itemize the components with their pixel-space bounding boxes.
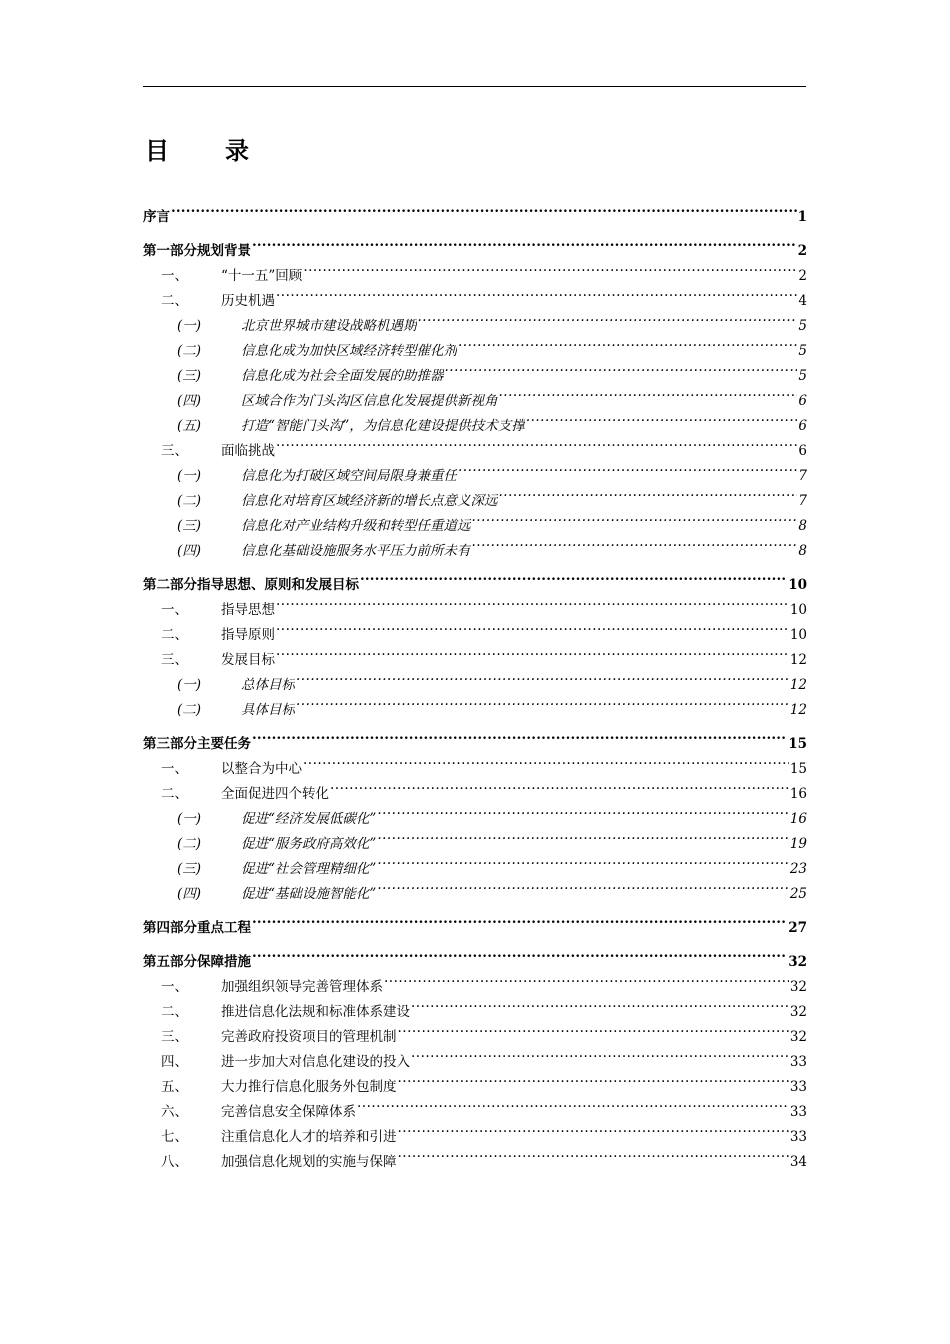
- toc-dot-leader: [472, 530, 798, 555]
- toc-entry-number: 四、: [161, 1054, 188, 1070]
- toc-page-number: 16: [789, 786, 807, 802]
- toc-dot-leader: [330, 773, 789, 798]
- toc-subsection-entry[interactable]: [143, 480, 807, 509]
- toc-page-number: 2: [798, 268, 807, 284]
- toc-entry-label: 促进“社会管理精细化”: [241, 861, 377, 877]
- toc-entry-number: 三、: [161, 443, 188, 459]
- toc-entry-number: (二): [177, 343, 202, 359]
- toc-entry-number: (一): [177, 811, 202, 827]
- toc-page-number: 8: [798, 518, 807, 534]
- toc-dot-leader: [377, 798, 789, 823]
- toc-page-number: 34: [789, 1154, 807, 1170]
- toc-entry-label: 北京世界城市建设战略机遇期: [241, 318, 417, 334]
- toc-dot-leader: [276, 430, 797, 455]
- toc-title: 目 录: [145, 136, 265, 165]
- toc-page-number: 12: [789, 702, 807, 718]
- toc-entry-number: 一、: [161, 268, 188, 284]
- toc-page-number: 5: [798, 318, 807, 334]
- toc-page-number: 10: [789, 602, 807, 618]
- toc-subsection-entry[interactable]: [143, 505, 807, 534]
- toc-dot-leader: [418, 305, 798, 330]
- toc-dot-leader: [276, 280, 797, 305]
- toc-dot-leader: [296, 664, 789, 689]
- toc-entry-label: 总体目标: [241, 677, 295, 693]
- toc-dot-leader: [276, 589, 789, 614]
- toc-subsection-entry[interactable]: [143, 689, 807, 718]
- toc-subsection-entry[interactable]: [143, 848, 807, 877]
- toc-subsection-entry[interactable]: [143, 380, 807, 409]
- toc-page-number: 4: [798, 293, 807, 309]
- toc-entry-label: 注重信息化人才的培养和引进: [221, 1129, 397, 1145]
- toc-dot-leader: [377, 848, 789, 873]
- toc-entry-number: 六、: [161, 1104, 188, 1120]
- toc-section-entry[interactable]: [143, 1016, 807, 1045]
- toc-entry-number: (四): [177, 393, 202, 409]
- toc-subsection-entry[interactable]: [143, 873, 807, 902]
- toc-dot-leader: [458, 455, 797, 480]
- toc-entry-number: 二、: [161, 627, 188, 643]
- toc-entry-label: 促进“基础设施智能化”: [241, 886, 377, 902]
- toc-entry-label: 第四部分重点工程: [143, 920, 251, 936]
- toc-section-entry[interactable]: [143, 773, 807, 802]
- toc-entry-label: 完善信息安全保障体系: [221, 1104, 356, 1120]
- toc-page-number: 12: [789, 652, 807, 668]
- toc-section-entry[interactable]: [143, 430, 807, 459]
- toc-entry-number: (四): [177, 543, 202, 559]
- toc-section-entry[interactable]: [143, 255, 807, 284]
- toc-entry-number: (三): [177, 368, 202, 384]
- toc-part-entry[interactable]: [143, 941, 807, 970]
- toc-page-number: 8: [798, 543, 807, 559]
- toc-subsection-entry[interactable]: [143, 455, 807, 484]
- toc-dot-leader: [398, 1141, 789, 1166]
- toc-entry-number: (二): [177, 702, 202, 718]
- toc-entry-number: (二): [177, 836, 202, 852]
- toc-page-number: 15: [788, 736, 807, 752]
- toc-part-entry[interactable]: [143, 196, 807, 225]
- toc-entry-number: 三、: [161, 1029, 188, 1045]
- toc-section-entry[interactable]: [143, 614, 807, 643]
- toc-page-number: 33: [789, 1129, 807, 1145]
- toc-entry-label: 信息化成为社会全面发展的助推器: [241, 368, 444, 384]
- toc-page-number: 32: [788, 954, 807, 970]
- toc-entry-label: 发展目标: [221, 652, 275, 668]
- toc-page-number: 2: [797, 243, 807, 259]
- toc-entry-label: 促进“服务政府高效化”: [241, 836, 377, 852]
- toc-entry-label: 区域合作为门头沟区信息化发展提供新视角: [241, 393, 498, 409]
- toc-entry-label: 进一步加大对信息化建设的投入: [221, 1054, 410, 1070]
- toc-entry-label: 加强组织领导完善管理体系: [221, 979, 383, 995]
- toc-dot-leader: [499, 480, 798, 505]
- toc-subsection-entry[interactable]: [143, 305, 807, 334]
- toc-subsection-entry[interactable]: [143, 664, 807, 693]
- toc-part-entry[interactable]: [143, 907, 807, 936]
- toc-entry-number: (五): [177, 418, 202, 434]
- toc-section-entry[interactable]: [143, 991, 807, 1020]
- header-rule: [143, 86, 806, 87]
- toc-entry-number: 一、: [161, 602, 188, 618]
- toc-entry-number: (一): [177, 318, 202, 334]
- toc-dot-leader: [472, 505, 798, 530]
- toc-entry-number: 三、: [161, 652, 188, 668]
- toc-entry-label: 打造“智能门头沟”，为信息化建设提供技术支撑: [241, 418, 525, 434]
- toc-dot-leader: [384, 966, 789, 991]
- toc-dot-leader: [398, 1116, 789, 1141]
- toc-dot-leader: [499, 380, 798, 405]
- toc-section-entry[interactable]: [143, 1141, 807, 1170]
- toc-entry-label: 信息化为打破区域空间局限身兼重任: [241, 468, 457, 484]
- toc-entry-label: 信息化成为加快区域经济转型催化剂: [241, 343, 457, 359]
- toc-part-entry[interactable]: [143, 564, 807, 593]
- toc-page-number: 10: [788, 577, 807, 593]
- toc-entry-label: 信息化对产业结构升级和转型任重道远: [241, 518, 471, 534]
- toc-section-entry[interactable]: [143, 1041, 807, 1070]
- toc-entry-number: 二、: [161, 293, 188, 309]
- toc-entry-number: (一): [177, 677, 202, 693]
- toc-page-number: 6: [798, 418, 807, 434]
- toc-part-entry[interactable]: [143, 723, 807, 752]
- toc-section-entry[interactable]: [143, 1066, 807, 1095]
- toc-entry-label: 第三部分主要任务: [143, 736, 251, 752]
- toc-section-entry[interactable]: [143, 639, 807, 668]
- toc-dot-leader: [377, 823, 789, 848]
- toc-page-number: 7: [798, 468, 807, 484]
- toc-entry-label: 信息化基础设施服务水平压力前所未有: [241, 543, 471, 559]
- toc-entry-label: 大力推行信息化服务外包制度: [221, 1079, 397, 1095]
- toc-dot-leader: [357, 1091, 789, 1116]
- toc-dot-leader: [445, 355, 798, 380]
- toc-page-number: 1: [797, 209, 807, 225]
- toc-subsection-entry[interactable]: [143, 530, 807, 559]
- toc-page-number: 33: [789, 1079, 807, 1095]
- toc-entry-label: 加强信息化规划的实施与保障: [221, 1154, 397, 1170]
- toc-dot-leader: [411, 1041, 789, 1066]
- toc-entry-number: (一): [177, 468, 202, 484]
- toc-entry-label: 第一部分规划背景: [143, 243, 251, 259]
- toc-page-number: 10: [789, 627, 807, 643]
- toc-page-number: 25: [789, 886, 807, 902]
- toc-part-entry[interactable]: [143, 230, 807, 259]
- toc-section-entry[interactable]: [143, 1116, 807, 1145]
- toc-section-entry[interactable]: [143, 280, 807, 309]
- toc-dot-leader: [303, 255, 797, 280]
- toc-entry-label: 指导原则: [221, 627, 275, 643]
- toc-page-number: 16: [789, 811, 807, 827]
- toc-entry-label: 指导思想: [221, 602, 275, 618]
- toc-dot-leader: [171, 196, 797, 221]
- toc-page-number: 7: [798, 493, 807, 509]
- toc-page-number: 23: [789, 861, 807, 877]
- toc-dot-leader: [276, 639, 789, 664]
- toc-entry-label: “十一五”回顾: [221, 268, 303, 284]
- toc-entry-number: 八、: [161, 1154, 188, 1170]
- toc-page-number: 5: [798, 343, 807, 359]
- toc-page-number: 32: [789, 1029, 807, 1045]
- table-of-contents: [143, 196, 807, 1170]
- toc-entry-number: 一、: [161, 979, 188, 995]
- toc-subsection-entry[interactable]: [143, 330, 807, 359]
- toc-page-number: 32: [789, 1004, 807, 1020]
- toc-entry-number: 二、: [161, 1004, 188, 1020]
- toc-section-entry[interactable]: [143, 589, 807, 618]
- toc-subsection-entry[interactable]: [143, 823, 807, 852]
- toc-entry-number: 五、: [161, 1079, 188, 1095]
- toc-page-number: 6: [798, 393, 807, 409]
- toc-page-number: 15: [789, 761, 807, 777]
- toc-entry-label: 信息化对培育区域经济新的增长点意义深远: [241, 493, 498, 509]
- toc-entry-label: 完善政府投资项目的管理机制: [221, 1029, 397, 1045]
- toc-entry-number: (二): [177, 493, 202, 509]
- toc-page-number: 19: [789, 836, 807, 852]
- toc-entry-label: 第五部分保障措施: [143, 954, 251, 970]
- toc-section-entry[interactable]: [143, 966, 807, 995]
- toc-entry-number: (四): [177, 886, 202, 902]
- toc-subsection-entry[interactable]: [143, 405, 807, 434]
- toc-dot-leader: [411, 991, 789, 1016]
- toc-entry-label: 序言: [143, 209, 170, 225]
- toc-dot-leader: [526, 405, 798, 430]
- toc-entry-label: 面临挑战: [221, 443, 275, 459]
- toc-entry-number: 一、: [161, 761, 188, 777]
- toc-entry-number: (三): [177, 518, 202, 534]
- toc-page-number: 32: [789, 979, 807, 995]
- toc-dot-leader: [296, 689, 789, 714]
- toc-entry-label: 具体目标: [241, 702, 295, 718]
- toc-entry-label: 以整合为中心: [221, 761, 302, 777]
- toc-entry-label: 全面促进四个转化: [221, 786, 329, 802]
- toc-page-number: 33: [789, 1104, 807, 1120]
- toc-page-number: 6: [798, 443, 807, 459]
- toc-dot-leader: [252, 941, 787, 966]
- toc-dot-leader: [398, 1066, 789, 1091]
- toc-dot-leader: [303, 748, 789, 773]
- toc-entry-number: (三): [177, 861, 202, 877]
- toc-subsection-entry[interactable]: [143, 798, 807, 827]
- toc-dot-leader: [252, 723, 787, 748]
- toc-subsection-entry[interactable]: [143, 355, 807, 384]
- toc-dot-leader: [360, 564, 787, 589]
- toc-page-number: 12: [789, 677, 807, 693]
- toc-dot-leader: [276, 614, 789, 639]
- toc-dot-leader: [252, 907, 787, 932]
- toc-entry-label: 推进信息化法规和标准体系建设: [221, 1004, 410, 1020]
- toc-dot-leader: [377, 873, 789, 898]
- toc-dot-leader: [458, 330, 797, 355]
- toc-page-number: 5: [798, 368, 807, 384]
- toc-entry-number: 七、: [161, 1129, 188, 1145]
- toc-entry-label: 历史机遇: [221, 293, 275, 309]
- toc-dot-leader: [398, 1016, 789, 1041]
- toc-section-entry[interactable]: [143, 1091, 807, 1120]
- toc-entry-label: 促进“经济发展低碳化”: [241, 811, 377, 827]
- toc-entry-label: 第二部分指导思想、原则和发展目标: [143, 577, 359, 593]
- toc-page-number: 33: [789, 1054, 807, 1070]
- toc-entry-number: 二、: [161, 786, 188, 802]
- toc-dot-leader: [252, 230, 797, 255]
- toc-section-entry[interactable]: [143, 748, 807, 777]
- toc-page-number: 27: [788, 920, 807, 936]
